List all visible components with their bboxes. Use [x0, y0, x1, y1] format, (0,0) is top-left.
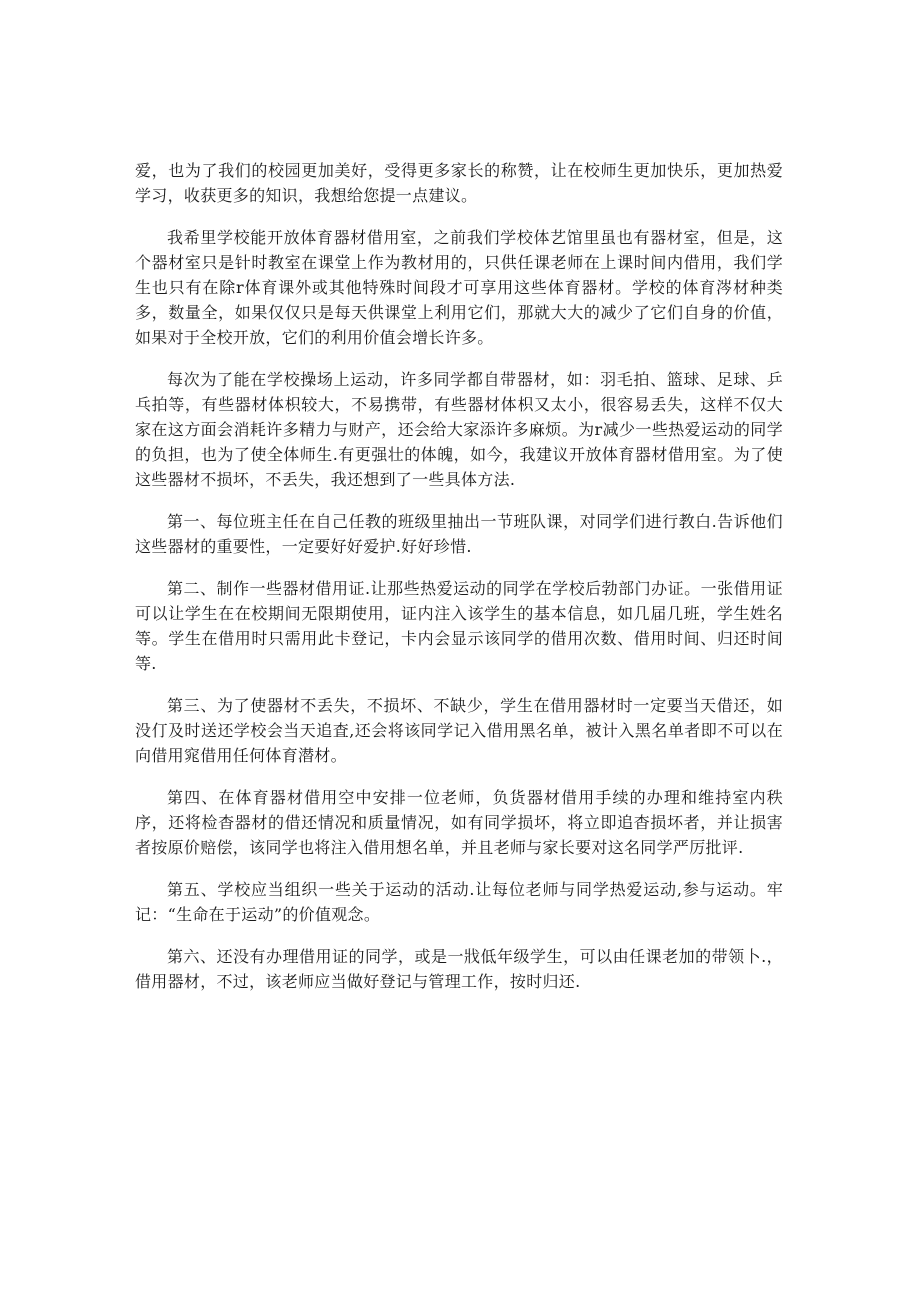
- paragraph-background: 每次为了能在学校操场上运动，许多同学都自带器材，如：羽毛拍、篮球、足球、乒乓拍等，有些器材体枳较大，不易携带，有些器材体枳又太小，很容易丢失，这样不仅大家在这方面会消耗许多精力与财产，还会给大家添许多麻烦。为r减少一些热爱运动的同学的负担，也为了使全体师生.有更强壮的体魄，如今，我建议开放体育器材借用室。为了使这些器材不损坏，不丢失，我还想到了一些具体方法.: [135, 370, 783, 489]
- paragraph-method-3: 第三、为了使器材不丢失，不损坏、不缺少，学生在借用器材时一定要当天借还，如没仃及时送还学校会当天追査,还会将该同学记入借用黑名单，被计入黑名单者即不可以在向借用窕借用任何体育潜材。: [135, 696, 783, 765]
- paragraph-method-6: 第六、还没有办理借用证的同学，或是一戕低年级学生，可以由任课老加的带领卜.，借用器材，不过，该老师应当做好登记与管理工作，按时归还.: [135, 947, 783, 991]
- paragraph-intro-continuation: 爱，也为了我们的校园更加美好，受得更多家长的称赞，让在校师生更加快乐，更加热爱学习，收获更多的知识，我想给您提一点建议。: [135, 161, 783, 205]
- paragraph-method-5: 第五、学校应当组织一些关于运动的活动.让每位老师与同学热爱运动,参与运动。牢记：“生命在于运动”的价值观念。: [135, 880, 783, 924]
- paragraph-proposal: 我希里学校能开放体育器材借用室，之前我们学校体艺馆里虽也有器材室，但是，这个器材室只是针时教室在课堂上作为教材用的，只供任课老师在上课时间内借用，我们学生也只有在除r体育课外或其他特殊时间段才可享用这些体育器材。学校的体育涔材种类多，数量全，如果仅仅只是每天供课堂上利用它们，那就大大的减少了它们自身的价值，如果对于全校开放，它们的利用价值会增长许多。: [135, 228, 783, 347]
- paragraph-method-2: 第二、制作一些器材借用证.让那些热爱运动的同学在学校后勃部门办证。一张借用证可以让学生在在校期间无限期使用，证内注入该学生的基本信息，如几届几班，学生姓名等。学生在借用时只需用此卡登记，卡内会显示该同学的借用次数、借用时间、归还时间等.: [135, 579, 783, 673]
- paragraph-method-4: 第四、在体育器材借用空中安排一位老师，负货器材借用手续的办理和维持室内秩序，还将检杳器材的借还情况和质量情况，如有同学损坏，将立即追杳损坏者，并让损害者按原价赔偿，该同学也将注入借用想名单，并且老师与家长要对这名同学严厉批评.: [135, 788, 783, 857]
- document-body: [135, 158, 783, 1011]
- paragraph-method-1: 第一、每位班主任在自己任教的班级里抽出一节班队课，对同学们进行教白.告诉他们这些器材的重要性，一定要好好爱护.好好珍惜.: [135, 512, 783, 556]
